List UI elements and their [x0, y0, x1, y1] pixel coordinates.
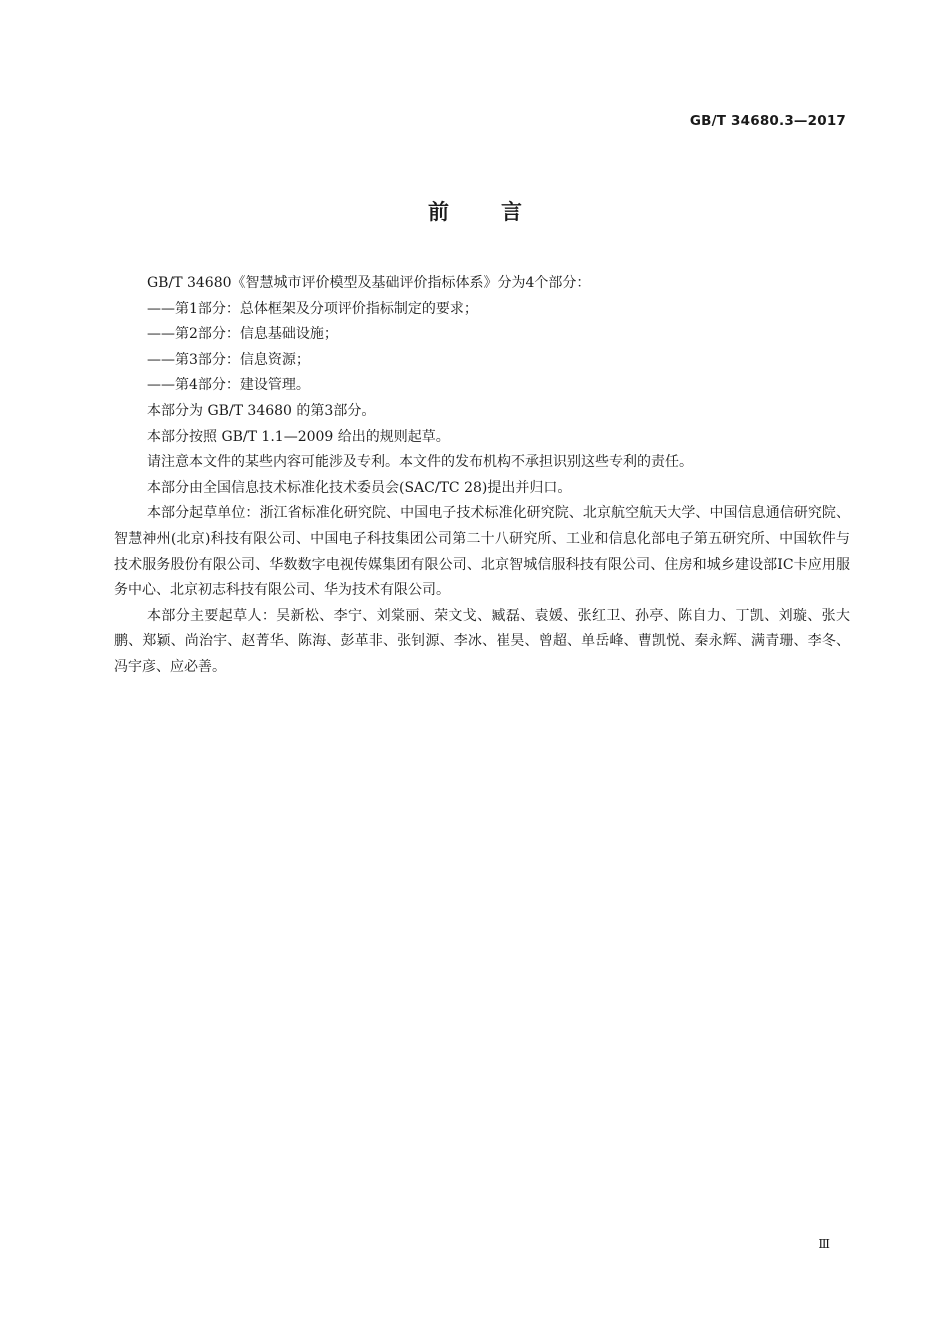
paragraph-part-2: ——第2部分：信息基础设施；: [147, 326, 338, 343]
paragraph-part-4: ——第4部分：建设管理。: [147, 377, 310, 394]
title-char-2: 言: [501, 200, 522, 224]
paragraph-drafting-units: 本部分起草单位：浙江省标准化研究院、中国电子技术标准化研究院、北京航空航天大学、中国信息通信研究院、智慧神州(北京)科技有限公司、中国电子科技集团公司第二十八研究所、工业和信息化部电子第五研究所、中国软件与技术服务股份有限公司、华数数字电视传媒集团有限公司、北京智城信服科技有限公司、住房和城乡建设部IC卡应用服务中心、北京初志科技有限公司、华为技术有限公司。: [114, 505, 850, 599]
paragraph-drafters: 本部分主要起草人：吴新松、李宁、刘棠丽、荣文戈、臧磊、袁媛、张红卫、孙亭、陈自力、丁凯、刘璇、张大鹏、郑颖、尚治宇、赵菁华、陈海、彭革非、张钊源、李冰、崔昊、曾超、单岳峰、曹凯悦、秦永辉、满青珊、李冬、冯宇彦、应必善。: [114, 607, 850, 675]
paragraph-part-3: ——第3部分：信息资源；: [147, 351, 310, 368]
paragraph-part-1: ——第1部分：总体框架及分项评价指标制定的要求；: [147, 300, 478, 317]
paragraph-committee: 本部分由全国信息技术标准化技术委员会(SAC/TC 28)提出并归口。: [147, 479, 572, 496]
paragraph-this-part: 本部分为 GB/T 34680 的第3部分。: [147, 402, 376, 419]
foreword-body: [114, 271, 850, 681]
paragraph-parts-intro: GB/T 34680《智慧城市评价模型及基础评价指标体系》分为4个部分：: [147, 275, 591, 291]
page-title: [0, 196, 950, 226]
paragraph-drafting-rules: 本部分按照 GB/T 1.1—2009 给出的规则起草。: [147, 428, 450, 445]
page-number: Ⅲ: [818, 1237, 830, 1251]
title-char-1: 前: [428, 200, 449, 224]
paragraph-patent-notice: 请注意本文件的某些内容可能涉及专利。本文件的发布机构不承担识别这些专利的责任。: [147, 454, 693, 471]
standard-code: GB/T 34680.3—2017: [689, 113, 846, 129]
